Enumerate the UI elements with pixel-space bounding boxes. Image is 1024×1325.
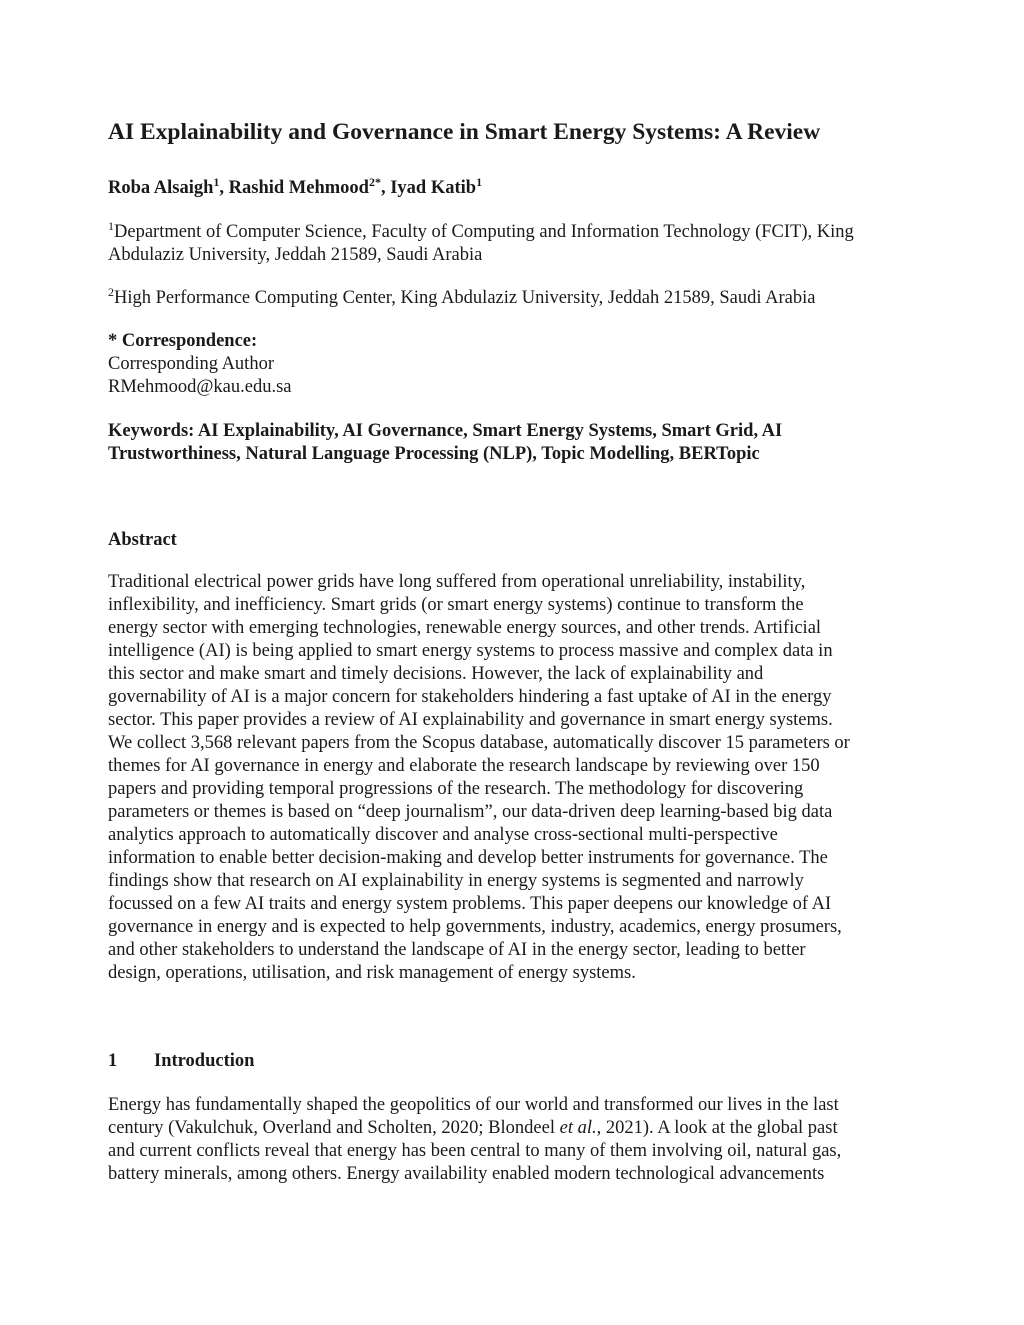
abstract-line: inflexibility, and inefficiency. Smart grids (or smart energy systems) continue to transform the [108,595,804,615]
abstract-body [108,571,920,985]
abstract-line: design, operations, utilisation, and risk management of energy systems. [108,963,636,983]
section-heading-introduction [108,1050,920,1073]
introduction-line-with-citation [108,1117,920,1140]
abstract-line: findings show that research on AI explainability in energy systems is segmented and narrowly [108,871,804,891]
abstract-line: parameters or themes is based on “deep journalism”, our data-driven deep learning-based big data [108,802,833,822]
correspondence-email[interactable]: RMehmood@kau.edu.sa [108,377,292,397]
author-affiliation-mark: 1 [213,174,220,189]
abstract-line: Traditional electrical power grids have long suffered from operational unreliability, instability, [108,572,806,592]
author-name: Iyad Katib [390,178,477,198]
section-title: Introduction [154,1051,255,1071]
author-list [108,174,920,200]
introduction-body [108,1094,920,1186]
affiliation-2 [108,284,920,310]
keywords-line: Keywords: AI Explainability, AI Governance, Smart Energy Systems, Smart Grid, AI [108,421,783,441]
author-name: Roba Alsaigh [108,178,214,198]
affiliation-mark: 1 [108,218,114,233]
abstract-line: this sector and make smart and timely decisions. However, the lack of explainability and [108,664,764,684]
affiliation-1 [108,218,920,267]
introduction-line: battery minerals, among others. Energy availability enabled modern technological advancements [108,1164,825,1184]
author-name: Rashid Mehmood [228,178,369,198]
author-affiliation-mark: 1 [476,174,483,189]
affiliation-line: Department of Computer Science, Faculty of Computing and Information Technology (FCIT), King [114,222,854,242]
citation-text-end: , 2021). A look at the global past [596,1118,838,1138]
abstract-line: information to enable better decision-making and develop better instruments for governance. The [108,848,828,868]
abstract-line: sector. This paper provides a review of AI explainability and governance in smart energy systems. [108,710,833,730]
introduction-line: Energy has fundamentally shaped the geopolitics of our world and transformed our lives in the last [108,1095,839,1115]
abstract-line: focussed on a few AI traits and energy system problems. This paper deepens our knowledge of AI [108,894,832,914]
citation-text: century (Vakulchuk, Overland and Scholten, 2020; Blondeel [108,1118,560,1138]
introduction-line: and current conflicts reveal that energy has been central to many of them involving oil, natural gas, [108,1141,842,1161]
correspondence-heading: * Correspondence: [108,331,258,351]
author-separator: , [380,178,391,198]
keywords [108,420,920,466]
abstract-line: themes for AI governance in energy and elaborate the research landscape by reviewing over 150 [108,756,820,776]
abstract-line: governability of AI is a major concern for stakeholders hindering a fast uptake of AI in the energy [108,687,832,707]
citation-et-al: et al. [559,1118,597,1138]
paper-title: AI Explainability and Governance in Smart Energy Systems: A Review [108,119,821,145]
section-number: 1 [108,1051,118,1071]
correspondence-role: Corresponding Author [108,354,274,374]
abstract-line: energy sector with emerging technologies, renewable energy sources, and other trends. Artificial [108,618,822,638]
abstract-line: and other stakeholders to understand the landscape of AI in the energy sector, leading to better [108,940,806,960]
abstract-line: governance in energy and is expected to help governments, industry, academics, energy prosumers, [108,917,842,937]
affiliation-line: Abdulaziz University, Jeddah 21589, Saudi Arabia [108,245,483,265]
abstract-line: analytics approach to automatically discover and analyse cross-sectional multi-perspective [108,825,778,845]
abstract-heading: Abstract [108,530,177,550]
correspondence-block [108,330,920,399]
affiliation-mark: 2 [108,284,114,299]
abstract-line: papers and providing temporal progressions of the research. The methodology for discovering [108,779,804,799]
affiliation-line: High Performance Computing Center, King Abdulaziz University, Jeddah 21589, Saudi Arabia [114,288,816,308]
author-affiliation-mark: 2* [368,174,381,189]
author-separator: , [219,178,229,198]
keywords-line: Trustworthiness, Natural Language Processing (NLP), Topic Modelling, BERTopic [108,444,760,464]
abstract-line: intelligence (AI) is being applied to smart energy systems to process massive and complex data in [108,641,833,661]
abstract-line: We collect 3,568 relevant papers from the Scopus database, automatically discover 15 parameters or [108,733,850,753]
